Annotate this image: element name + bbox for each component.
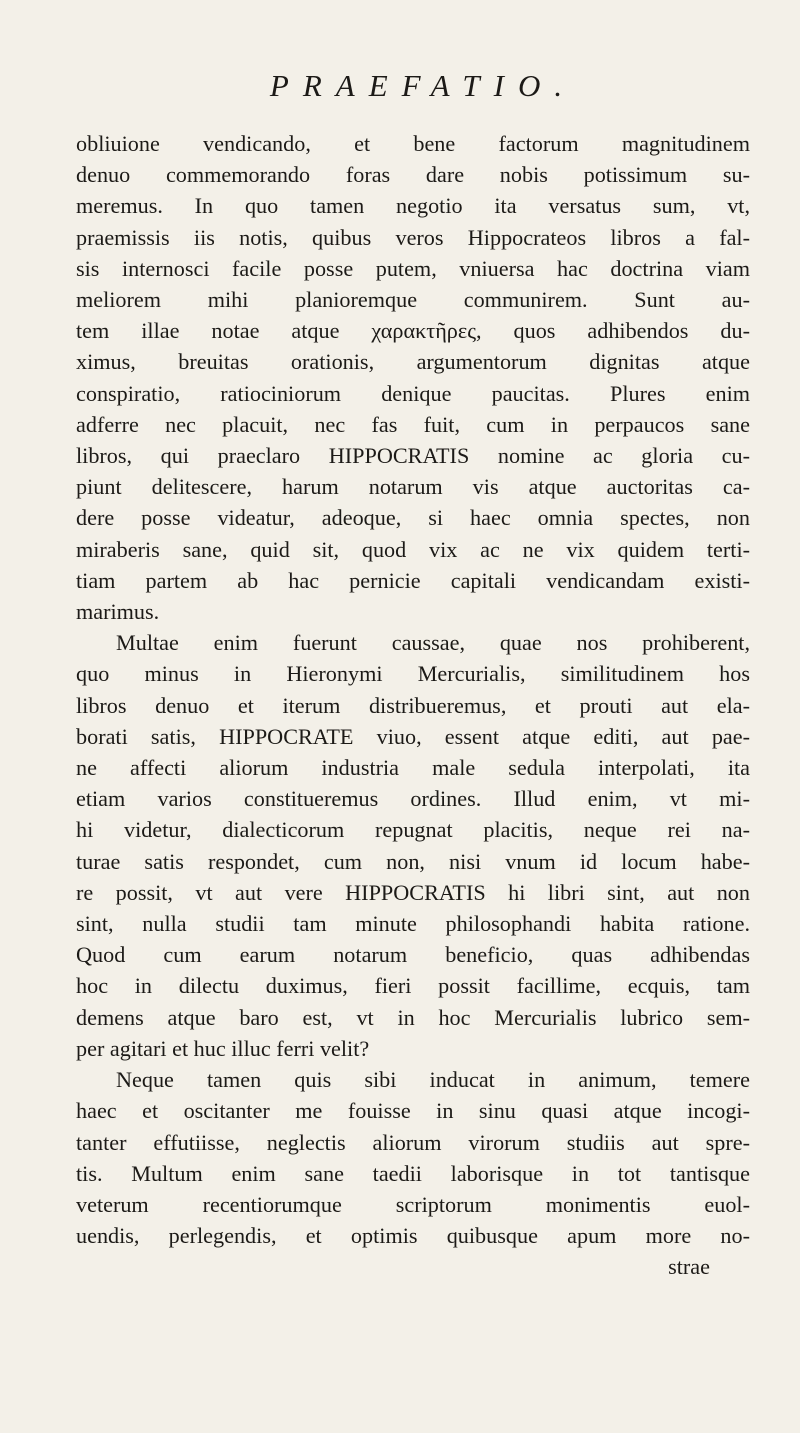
text-line: Quod cum earum notarum beneficio, quas adhibendas [76,942,750,968]
text-line: obliuione vendicando, et bene factorum magnitudinem [76,131,750,156]
text-line: tem illae notae atque χαρακτῆρες, quos adhibendos du- [76,318,750,344]
text-line: Multae enim fuerunt caussae, quae nos prohiberent, [116,630,750,656]
text-line: meliorem mihi planioremque communirem. Sunt au- [76,287,750,313]
catchword: strae [668,1254,710,1280]
text-line: meremus. In quo tamen negotio ita versatus sum, vt, [76,193,750,219]
text-line: Neque tamen quis sibi inducat in animum, temere [116,1067,750,1093]
text-line: libros denuo et iterum distribueremus, et prouti aut ela- [76,692,750,718]
text-line: turae satis respondet, cum non, nisi vnum id locum habe- [76,848,750,874]
text-line: libros, qui praeclaro HIPPOCRATIS nomine ac gloria cu- [76,443,750,469]
text-line: ne affecti aliorum industria male sedula interpolati, ita [76,755,750,781]
text-line: sint, nulla studii tam minute philosophandi habita ratione. [76,911,750,937]
page-title: PRAEFATIO. [269,68,577,103]
text-line: borati satis, HIPPOCRATE viuo, essent atque editi, aut pae- [76,723,750,749]
text-line: tis. Multum enim sane taedii laborisque in tot tantisque [76,1160,750,1186]
text-line: re possit, vt aut vere HIPPOCRATIS hi libri sint, aut non [76,879,750,905]
text-line: hoc in dilectu duximus, fieri possit facillime, ecquis, tam [76,973,750,999]
text-line: conspiratio, ratiociniorum denique paucitas. Plures enim [76,380,750,406]
text-line: marimus. [76,599,160,625]
text-line: denuo commemorando foras dare nobis potissimum su- [76,162,750,188]
text-line: dere posse videatur, adeoque, si haec omnia spectes, non [76,505,750,531]
text-line: haec et oscitanter me fouisse in sinu quasi atque incogi- [76,1098,750,1124]
text-line: tiam partem ab hac pernicie capitali vendicandam existi- [76,567,750,593]
text-line: quo minus in Hieronymi Mercurialis, similitudinem hos [76,661,750,687]
text-line: miraberis sane, quid sit, quod vix ac ne vix quidem terti- [76,536,750,562]
body-text [76,128,750,1251]
text-line: per agitari et huc illuc ferri velit? [76,1035,370,1061]
text-line: veterum recentiorumque scriptorum monimentis euol- [76,1191,750,1217]
text-line: sis internosci facile posse putem, vniuersa hac doctrina viam [76,255,750,281]
text-line: ximus, breuitas orationis, argumentorum dignitas atque [76,349,750,375]
text-line: tanter effutiisse, neglectis aliorum virorum studiis aut spre- [76,1129,750,1155]
text-line: piunt delitescere, harum notarum vis atque auctoritas ca- [76,474,750,500]
text-line: praemissis iis notis, quibus veros Hippocrateos libros a fal- [76,224,750,250]
text-line: etiam varios constitueremus ordines. Illud enim, vt mi- [76,786,750,812]
text-line: hi videtur, dialecticorum repugnat placitis, neque rei na- [76,817,750,843]
text-line: demens atque baro est, vt in hoc Mercurialis lubrico sem- [76,1004,750,1030]
text-line: adferre nec placuit, nec fas fuit, cum in perpaucos sane [76,411,750,437]
text-line: uendis, perlegendis, et optimis quibusque apum more no- [76,1223,750,1249]
